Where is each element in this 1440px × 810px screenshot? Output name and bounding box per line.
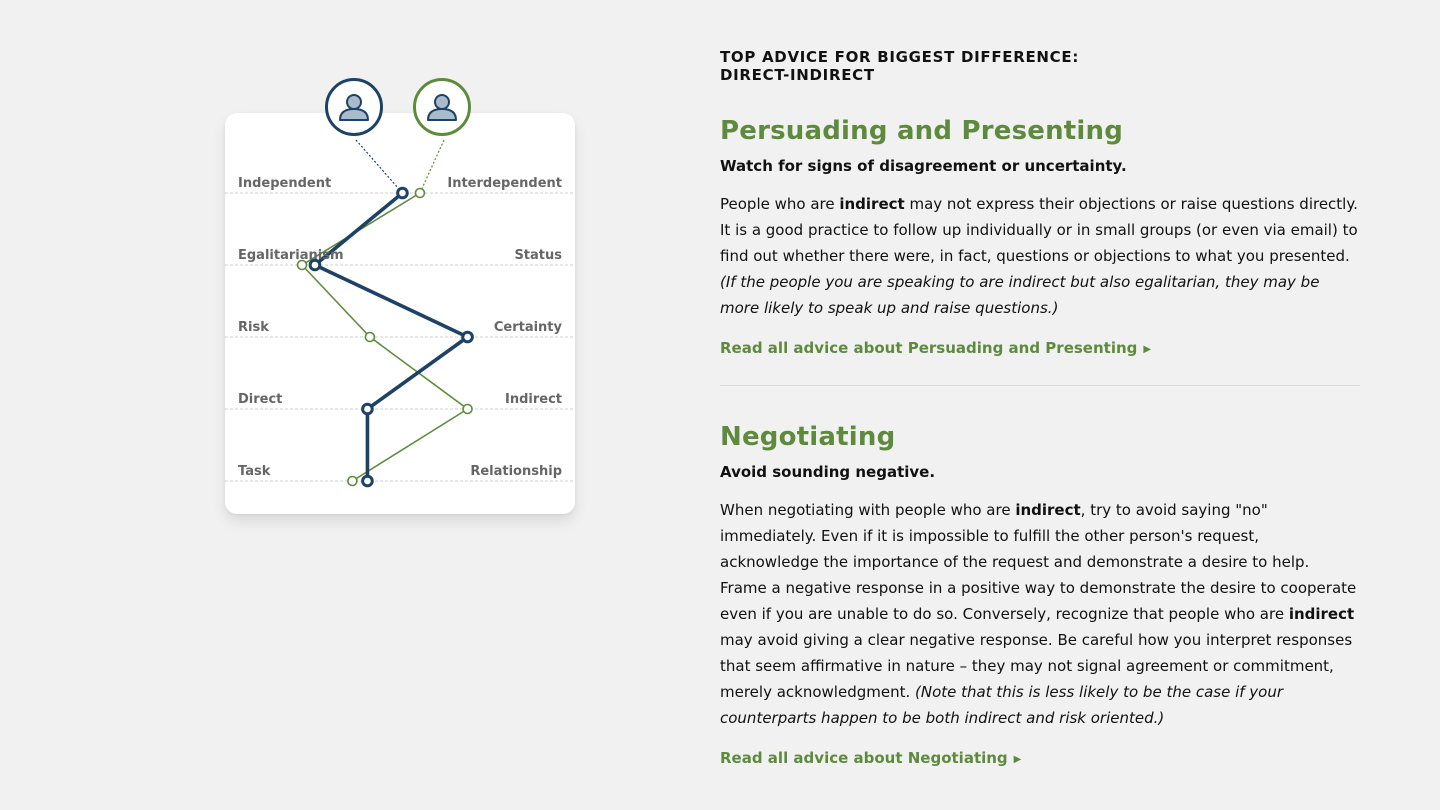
- dimension-left-label: Egalitarianism: [238, 248, 344, 263]
- person-a-point: [363, 404, 373, 414]
- person-b-point: [415, 189, 424, 198]
- section-body: When negotiating with people who are indirect, try to avoid saying "no" immediately. Even if it is impossible to fulfill the other person's request, acknowledge the importance of the request and demonstrate a desire to help. Frame a negative response in a positive way to demonstrate the desire to cooperate even if you are unable to do so. Conversely, recognize that people who are indirect may avoid giving a clear negative response. Be careful how you interpret responses that seem affirmative in nature – they may not signal agreement or commitment, merely acknowledgment. (Note that this is less likely to be the case if your counterparts happen to be both indirect and risk oriented.): [720, 501, 1357, 727]
- advice-heading-line: TOP ADVICE FOR BIGGEST DIFFERENCE:: [720, 48, 1080, 66]
- user-icon: [416, 81, 468, 133]
- advice-panel: [720, 48, 1360, 770]
- dimension-right-label: Certainty: [493, 320, 562, 335]
- dimension-left-label: Risk: [238, 320, 269, 335]
- read-more-link-negotiating[interactable]: [720, 748, 1021, 770]
- person-b-point: [463, 405, 472, 414]
- advice-heading: [720, 48, 1360, 84]
- person-b-avatar: [413, 78, 471, 136]
- person-b-connector: [420, 140, 444, 193]
- section-lead: Avoid sounding negative.: [720, 463, 936, 481]
- read-more-link-persuading[interactable]: [720, 338, 1151, 360]
- dimension-right-label: Interdependent: [447, 176, 562, 191]
- dimension-left-label: Independent: [238, 176, 332, 191]
- section-title: Negotiating: [720, 422, 896, 452]
- user-icon: [328, 81, 380, 133]
- dimension-right-label: Indirect: [504, 392, 562, 407]
- advice-section-persuading: [720, 116, 1360, 360]
- advice-section-negotiating: [720, 422, 1360, 770]
- read-more-link-label: Read all advice about Persuading and Presenting: [720, 339, 1138, 357]
- read-more-link-label: Read all advice about Negotiating: [720, 749, 1008, 767]
- person-a-connector: [356, 140, 402, 193]
- person-a-avatar: [325, 78, 383, 136]
- dimension-right-label: Relationship: [470, 464, 562, 479]
- person-b-point: [348, 477, 357, 486]
- play-arrow-icon: ▶: [1143, 344, 1152, 355]
- play-arrow-icon: ▶: [1013, 754, 1022, 765]
- section-divider: [720, 385, 1360, 386]
- section-body: People who are indirect may not express their objections or raise questions directly. It is a good practice to follow up individually or in small groups (or even via email) to find out whether there were, in fact, questions or objections to what you presented. (If the people you are speaking to are indirect but also egalitarian, they may be more likely to speak up and raise questions.): [720, 195, 1358, 317]
- section-title: Persuading and Presenting: [720, 116, 1124, 146]
- person-b-point: [365, 333, 374, 342]
- person-a-point: [463, 332, 473, 342]
- section-lead: Watch for signs of disagreement or uncertainty.: [720, 157, 1127, 175]
- advice-heading-line: DIRECT-INDIRECT: [720, 66, 875, 84]
- dimension-left-label: Task: [238, 464, 271, 479]
- person-a-point: [398, 188, 408, 198]
- dimension-right-label: Status: [514, 248, 562, 263]
- dimension-left-label: Direct: [238, 392, 283, 407]
- person-a-point: [363, 476, 373, 486]
